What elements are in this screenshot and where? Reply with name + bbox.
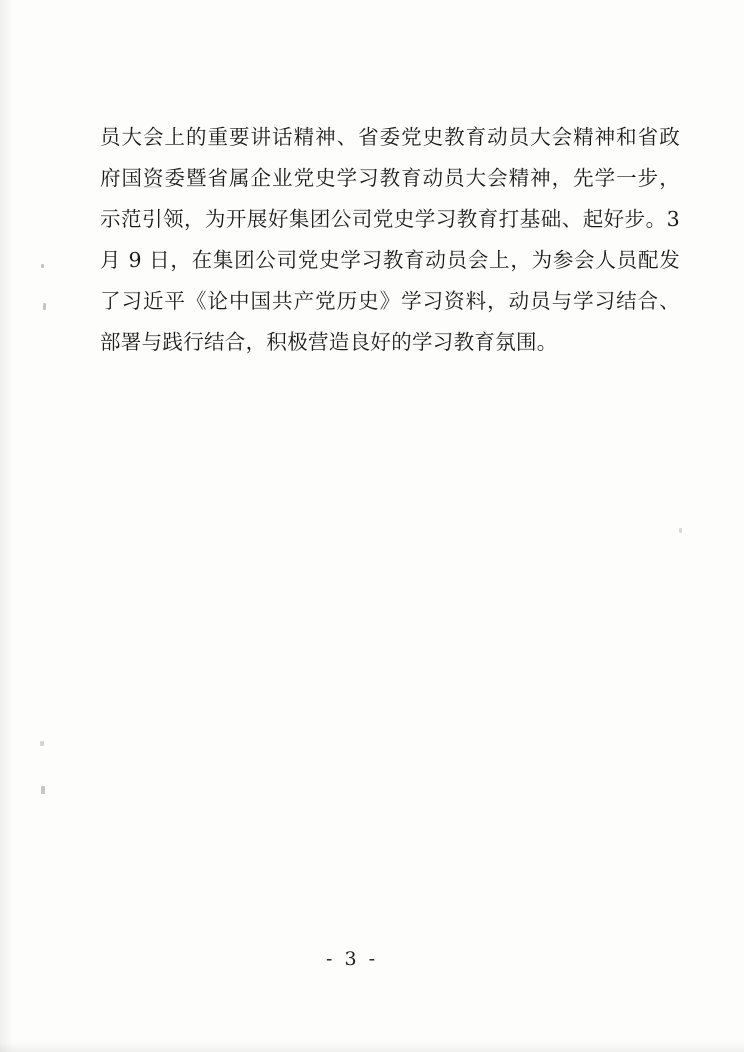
page-edge-shadow (0, 0, 14, 1052)
body-paragraph: 员大会上的重要讲话精神、省委党史教育动员大会精神和省政府国资委暨省属企业党史学习教育动员大会精神，先学一步，示范引领，为开展好集团公司党史学习教育打基础、起好步。3 月 9 日，在集团公司党史学习教育动员会上，为参会人员配发了习近平《论中国共产党历史》学习资料，动员与学习结合、部署与践行结合，积极营造良好的学习教育氛围。 (100, 124, 680, 354)
scan-speck (40, 741, 44, 746)
scan-speck (41, 264, 44, 268)
page-bottom-shadow (0, 1042, 744, 1052)
scan-speck (43, 303, 46, 310)
scan-speck (679, 528, 682, 533)
page-number: - 3 - (325, 948, 378, 970)
scan-speck (41, 786, 45, 794)
